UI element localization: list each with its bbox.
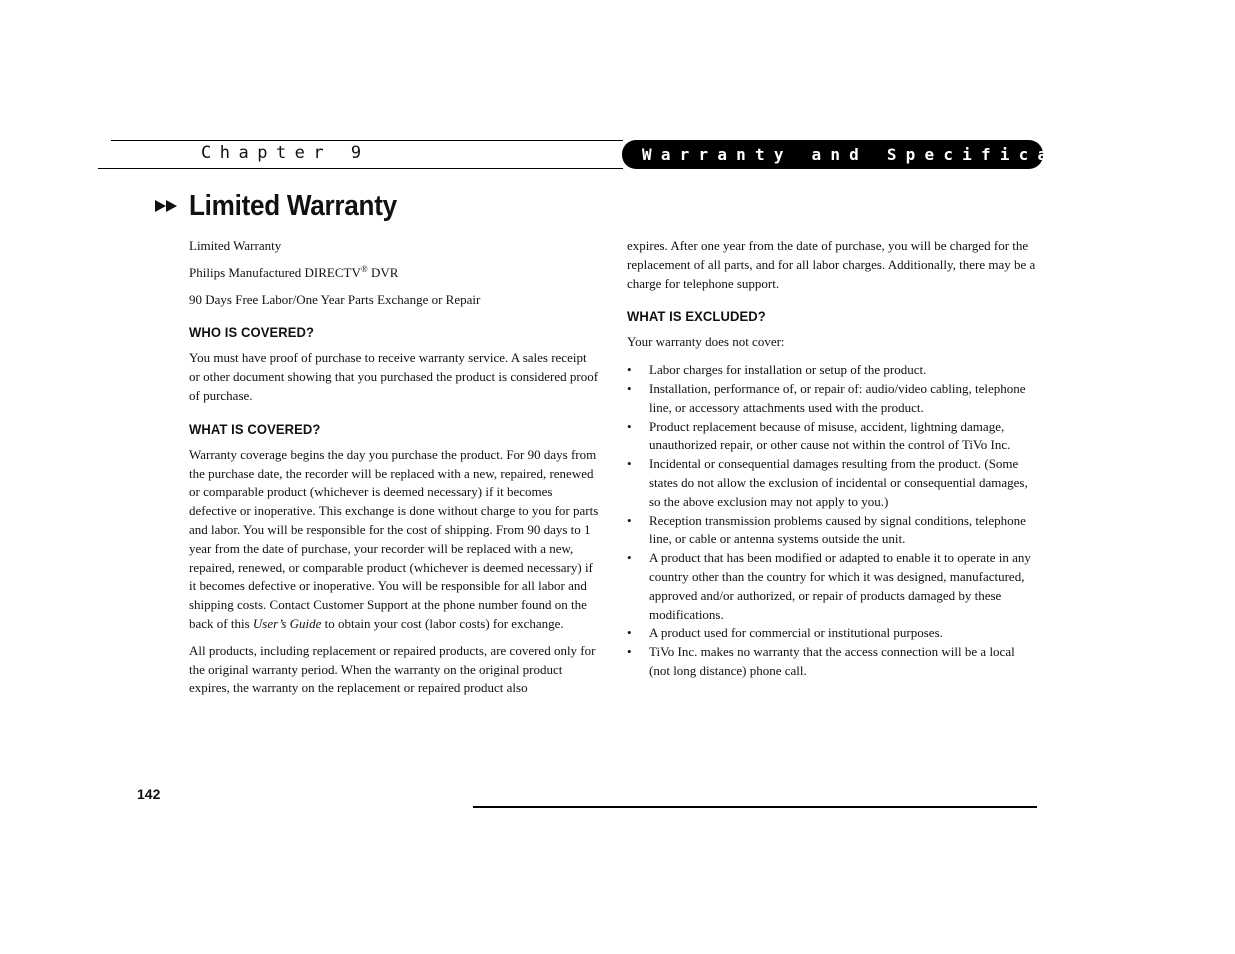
bullet: • [627, 625, 632, 641]
list-item [627, 624, 1037, 643]
list-item [627, 380, 1037, 418]
users-guide-italic: User’s Guide [252, 615, 322, 631]
who-covered-heading: WHO IS COVERED? [189, 324, 315, 341]
list-item-text: Reception transmission problems caused by signal conditions, telephone line, or cable or antenna systems outside the unit. [649, 512, 1026, 547]
right-column [627, 237, 1037, 681]
list-item [627, 455, 1037, 511]
header-rule-top [111, 140, 623, 141]
who-covered-body: You must have proof of purchase to receive warranty service. A sales receipt or other document showing that you purchased the product is considered proof of purchase. [189, 350, 599, 403]
list-item-text: Product replacement because of misuse, accident, lightning damage, unauthorized repair, or other cause not within the control of TiVo Inc. [649, 418, 1011, 453]
list-item-text: Installation, performance of, or repair of: audio/video cabling, telephone line, or accessory attachments used with the product. [649, 380, 1026, 415]
chapter-label: Chapter 9 [201, 143, 370, 163]
header-rule-bottom [98, 168, 623, 169]
page-title: Limited Warranty [189, 189, 397, 222]
intro-line-2-suffix: DVR [367, 264, 399, 280]
list-item-text: A product used for commercial or institutional purposes. [649, 625, 943, 641]
excluded-list [627, 361, 1037, 681]
list-item-text: Labor charges for installation or setup of the product. [649, 362, 927, 378]
what-covered-body-2: All products, including replacement or repaired products, are covered only for the original warranty period. When the warranty on the original product expires, the warranty on the replacement or repaired product also [189, 642, 596, 696]
section-title-pill: Warranty and Specifications [622, 140, 1043, 169]
bullet: • [627, 644, 632, 660]
bullet: • [627, 550, 632, 566]
what-excluded-heading: WHAT IS EXCLUDED? [627, 308, 766, 325]
bullet: • [627, 456, 632, 472]
intro-line-3: 90 Days Free Labor/One Year Parts Exchange or Repair [189, 291, 481, 307]
continued-paragraph: expires. After one year from the date of purchase, you will be charged for the replacement of all parts, and for all labor charges. Additionally, there may be a charge for telephone support. [627, 238, 1036, 291]
what-covered-body-start: Warranty coverage begins the day you purchase the product. For 90 days from the purchase date, the recorder will be replaced with a new, repaired, renewed or comparable product (whichever is deemed necessary) if it becomes defective or inoperative. This exchange is done without charge to you for parts and labor. You will be responsible for the cost of shipping. From 90 days to 1 year from the date of purchase, your recorder will be replaced with a new, repaired, renewed, or comparable product (whichever is deemed necessary) if it becomes defective or inoperative. You will be responsible for all labor and shipping costs. Contact Customer Support at the phone number found on the back of this [189, 446, 599, 631]
list-item-text: Incidental or consequential damages resulting from the product. (Some states do not allow the exclusion of incidental or consequential damages, so the above exclusion may not apply to you.) [649, 456, 1028, 509]
what-covered-heading: WHAT IS COVERED? [189, 420, 321, 437]
title-row [154, 186, 420, 226]
registered-mark: ® [360, 263, 368, 274]
list-item [627, 512, 1037, 550]
what-covered-body [189, 446, 599, 634]
intro-line-1: Limited Warranty [189, 238, 282, 253]
list-item [627, 643, 1037, 681]
what-covered-body-end: to obtain your cost (labor costs) for exchange. [321, 615, 564, 631]
page-number: 142 [137, 786, 161, 802]
list-item [627, 418, 1037, 456]
what-excluded-intro: Your warranty does not cover: [627, 334, 785, 350]
double-arrow-icon [154, 198, 180, 214]
left-column [189, 237, 599, 706]
list-item [627, 361, 1037, 380]
list-item [627, 549, 1037, 624]
intro-line-2-prefix: Philips Manufactured DIRECTV [189, 264, 361, 280]
list-item-text: A product that has been modified or adapted to enable it to operate in any country other than the country for which it was designed, manufactured, approved and/or authorized, or repair of products damaged by these modifications. [649, 550, 1031, 622]
bullet: • [627, 512, 632, 528]
footer-rule [473, 806, 1037, 808]
bullet: • [627, 380, 632, 396]
bullet: • [627, 362, 632, 378]
list-item-text: TiVo Inc. makes no warranty that the access connection will be a local (not long distance) phone call. [649, 644, 1015, 678]
intro-line-2 [189, 264, 599, 283]
bullet: • [627, 418, 632, 434]
